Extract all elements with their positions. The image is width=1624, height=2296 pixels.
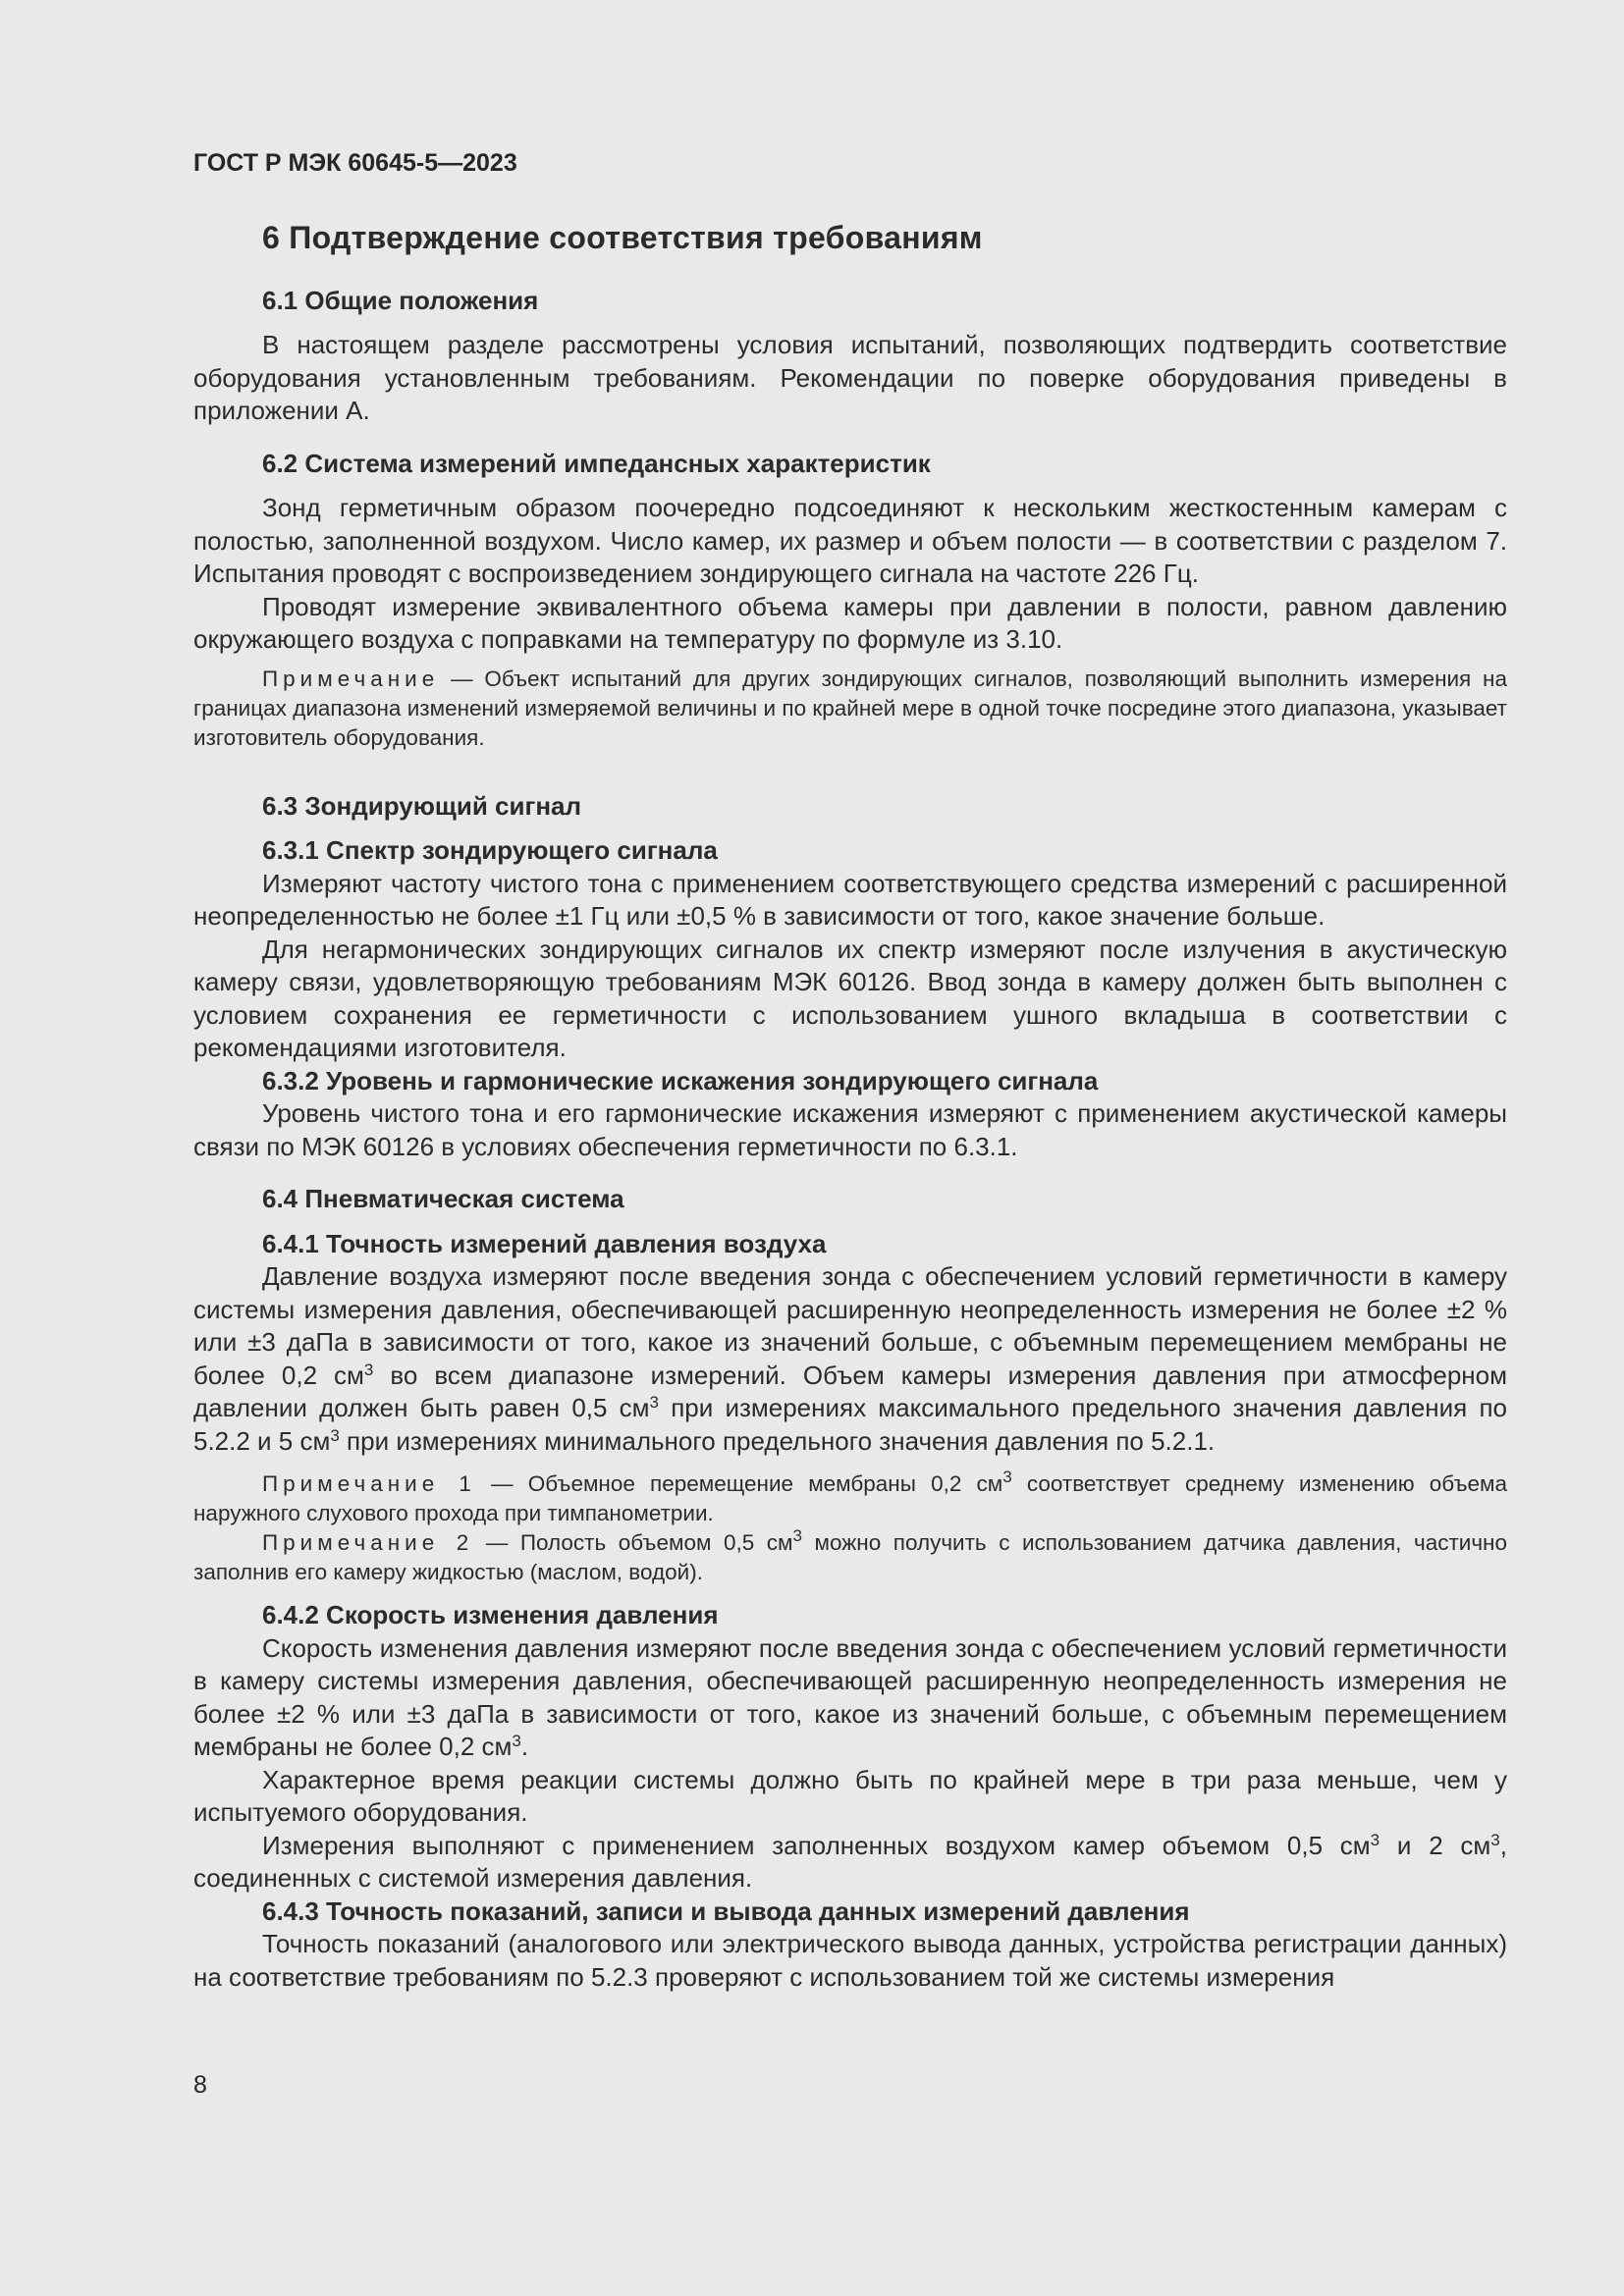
section-6-4-2-paragraph-1	[193, 1632, 1507, 1764]
text-fragment: при измерениях максимального предельного значения давления по 5.2.2 и 5 см	[193, 1393, 1507, 1456]
section-6-2-title: 6.2 Система измерений импедансных характеристик	[262, 448, 931, 478]
section-6-4-1-title: 6.4.1 Точность измерений давления воздуха	[262, 1228, 827, 1258]
text-fragment: Скорость изменения давления измеряют после введения зонда с обеспечением условий герметичности в камеру системы измерения давления, обеспечивающей расширенную неопределенность измерения не более ±2 % или ±3 даПа в зависимости от того, какое из значений больше, с объемным перемещением мембраны не более 0,2 см	[193, 1632, 1507, 1761]
section-6-4-2-paragraph-3	[193, 1830, 1507, 1896]
note-text: соответствует среднему изменению объема наружного слухового прохода при тимпанометрии.	[193, 1471, 1508, 1525]
section-6-4-1-paragraph	[193, 1260, 1507, 1458]
section-6-3-1-paragraph-1: Измеряют частоту чистого тона с применением соответствующего средства измерений с расширенной неопределенностью не более ±1 Гц или ±0,5 % в зависимости от того, какое значение больше.	[193, 868, 1507, 931]
note-text: — Полость объемом 0,5 см	[473, 1530, 793, 1555]
section-6-3-1-paragraph-2: Для негармонических зондирующих сигналов их спектр измеряют после излучения в акустическую камеру связи, удовлетворяющую требованиям МЭК 60126. Ввод зонда в камеру должен быть выполнен с условием сохранения ее герметичности с использованием ушного вкладыша в соответствии с рекомендациями изготовителя.	[193, 934, 1507, 1062]
section-6-title: 6 Подтверждение соответствия требованиям	[262, 220, 983, 255]
section-6-2-paragraph-1: Зонд герметичным образом поочередно подсоединяют к нескольким жесткостенным камерам с полостью, заполненной воздухом. Число камер, их размер и объем полости — в соответствии с разделом 7. Испытания проводят с воспроизведением зондирующего сигнала на частоте 226 Гц.	[193, 493, 1507, 588]
text-fragment: при измерениях минимального предельного значения давления по 5.2.1.	[339, 1425, 1216, 1456]
text-fragment: .	[520, 1732, 529, 1761]
superscript: 3	[330, 1425, 340, 1445]
superscript: 3	[792, 1526, 802, 1545]
text-fragment: и 2 см	[1380, 1830, 1491, 1860]
section-6-2-paragraph-2: Проводят измерение эквивалентного объема камеры при давлении в полости, равном давлению окружающего воздуха с поправками на температуру по формуле из 3.10.	[193, 591, 1507, 654]
section-6-1-title: 6.1 Общие положения	[262, 285, 539, 315]
note-label: Примечание	[262, 666, 440, 691]
section-6-4-3-paragraph: Точность показаний (аналогового или электрического вывода данных, устройства регистрации данных) на соответствие требованиям по 5.2.3 проверяют с использованием той же системы измерения	[193, 1929, 1507, 1992]
text-fragment: во всем диапазоне измерений. Объем камеры измерения давления при атмосферном давлении должен быть равен 0,5 см	[193, 1360, 1508, 1422]
note-text: можно получить с использованием датчика давления, частично заполнив его камеру жидкостью (маслом, водой).	[193, 1530, 1507, 1584]
section-6-3-2-paragraph: Уровень чистого тона и его гармонические искажения измеряют с применением акустической камеры связи по МЭК 60126 в условиях обеспечения герметичности по 6.3.1.	[193, 1098, 1507, 1161]
note-label: Примечание 1	[262, 1471, 476, 1496]
section-6-4-3-title: 6.4.3 Точность показаний, записи и вывода данных измерений давления	[262, 1896, 1190, 1926]
section-6-4-2-paragraph-2: Характерное время реакции системы должно быть по крайней мере в три раза меньше, чем у испытуемого оборудования.	[193, 1764, 1507, 1827]
superscript: 3	[1490, 1830, 1500, 1849]
standard-header: ГОСТ Р МЭК 60645-5—2023	[193, 149, 517, 177]
section-6-3-title: 6.3 Зондирующий сигнал	[262, 790, 582, 821]
superscript: 3	[1370, 1830, 1380, 1849]
section-6-4-1-note-2	[193, 1528, 1507, 1587]
text-fragment: Давление воздуха измеряют после введения зонда с обеспечением условий герметичности в камеру системы измерения давления, обеспечивающей расширенную неопределенность измерения не более ±2 % или ±3 даПа в зависимости от того, какое из значений больше, с объемным перемещением мембраны не более 0,2 см	[193, 1261, 1507, 1390]
text-fragment: Измерения выполняют с применением заполненных воздухом камер объемом 0,5 см	[262, 1830, 1371, 1860]
superscript: 3	[1002, 1468, 1012, 1486]
section-6-3-2-title: 6.3.2 Уровень и гармонические искажения зондирующего сигнала	[262, 1065, 1099, 1095]
page-content	[193, 222, 1507, 1994]
page-number: 8	[193, 2071, 207, 2099]
section-6-3-1-title: 6.3.1 Спектр зондирующего сигнала	[262, 835, 718, 865]
superscript: 3	[649, 1393, 660, 1412]
section-6-2-note	[193, 665, 1507, 753]
superscript: 3	[512, 1732, 521, 1750]
text-fragment: , соединенных с системой измерения давления.	[193, 1830, 1507, 1893]
section-6-1-paragraph: В настоящем разделе рассмотрены условия испытаний, позволяющих подтвердить соответствие оборудования установленным требованиям. Рекомендации по поверке оборудования приведены в приложении А.	[193, 330, 1507, 425]
superscript: 3	[363, 1360, 374, 1379]
section-6-4-title: 6.4 Пневматическая система	[262, 1184, 624, 1213]
section-6-4-1-note-1	[193, 1469, 1507, 1528]
note-text: — Объемное перемещение мембраны 0,2 см	[475, 1471, 1003, 1496]
note-text: — Объект испытаний для других зондирующих сигналов, позволяющий выполнить измерения на границах диапазона изменений измеряемой величины и по крайней мере в одной точке посредине этого диапазона, указывает изготовитель оборудования.	[193, 666, 1507, 750]
section-6-4-2-title: 6.4.2 Скорость изменения давления	[262, 1600, 719, 1629]
note-label: Примечание 2	[262, 1530, 474, 1555]
